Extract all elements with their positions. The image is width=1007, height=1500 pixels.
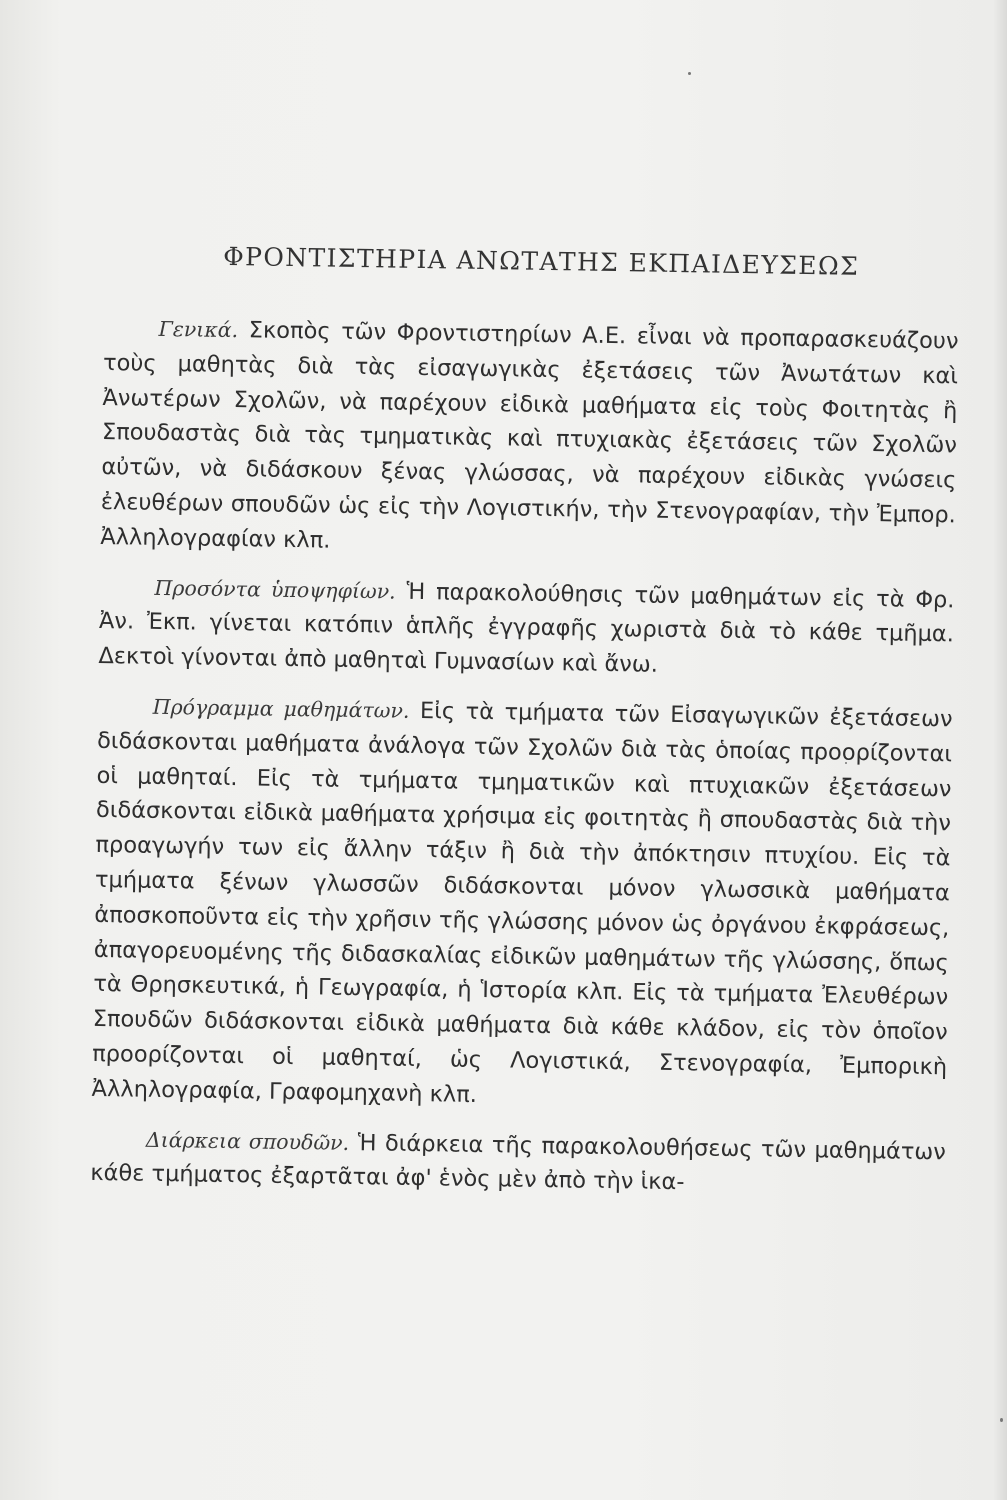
section-text: Σκοπὸς τῶν Φροντιστηρίων Α.Ε. εἶναι νὰ προπαρασκευάζουν τοὺς μαθητὰς διὰ τὰς εἰσαγωγικὰς ἐξετάσεις τῶν Ἀνωτάτων καὶ Ἀνωτέρων Σχολῶν, νὰ παρέχουν εἰδικὰ μαθήματα εἰς τοὺς Φοιτητὰς ἢ Σπουδαστὰς διὰ τὰς τμηματικὰς καὶ πτυχιακὰς ἐξετάσεις τῶν Σχολῶν αὐτῶν, νὰ διδάσκουν ξένας γλώσσας, νὰ παρέχουν εἰδικὰς γνώσεις ἐλευθέρων σπουδῶν ὡς εἰς τὴν Λογιστικήν, τὴν Στενογραφίαν, τὴν Ἐμπορ. Ἀλληλογραφίαν κλπ. [100,317,959,554]
section-qualifications [98,570,955,688]
document-body [90,240,960,1219]
page-edge-shadow [993,0,1007,1500]
speck [688,72,691,75]
section-lead: Πρόγραμμα μαθημάτων. [152,694,410,723]
section-text: Εἰς τὰ τμήματα τῶν Εἰσαγωγικῶν ἐξετάσεων διδάσκονται μαθήματα ἀνάλογα τῶν Σχολῶν διὰ τὰς ὁποίας προορίζονται οἱ μαθηταί. Εἰς τὰ τμήματα τμηματικῶν καὶ πτυχιακῶν ἐξετάσεων διδάσκονται εἰδικὰ μαθήματα χρήσιμα εἰς φοιτητὰς ἢ σπουδαστὰς διὰ τὴν προαγωγήν των εἰς ἄλλην τάξιν ἢ διὰ τὴν ἀπόκτησιν πτυχίου. Εἰς τὰ τμήματα ξένων γλωσσῶν διδάσκονται μόνον γλωσσικὰ μαθήματα ἀποσκοποῦντα εἰς τὴν χρῆσιν τῆς γλώσσης μόνον ὡς ὀργάνου ἐκφράσεως, ἀπαγορευομένης τῆς διδασκαλίας εἰδικῶν μαθημάτων τῆς γλώσσης, ὅπως τὰ Θρησκευτικά, ἡ Γεωγραφία, ἡ Ἱστορία κλπ. Εἰς τὰ τμήματα Ἐλευθέρων Σπουδῶν διδάσκονται εἰδικὰ μαθήματα διὰ κάθε κλάδον, εἰς τὸν ὁποῖον προορίζονται οἱ μαθηταί, ὡς Λογιστικά, Στενογραφία, Ἐμπορικὴ Ἀλληλογραφία, Γραφομηχανὴ κλπ. [91,697,953,1108]
section-lead: Προσόντα ὑποψηφίων. [154,575,396,604]
speck [1000,1418,1003,1422]
section-curriculum [91,689,952,1120]
section-lead: Διάρκεια σπουδῶν. [145,1127,350,1155]
section-lead: Γενικά. [158,316,239,343]
section-text: Ἡ διάρκεια τῆς παρακολουθήσεως τῶν μαθημάτων κάθε τμήματος ἐξαρτᾶται ἀφ' ἑνὸς μὲν ἀπὸ τὴν ἱκα- [90,1129,947,1196]
section-duration [90,1121,946,1204]
page-heading: ΦΡΟΝΤΙΣΤΗΡΙΑ ΑΝΩΤΑΤΗΣ ΕΚΠΑΙΔΕΥΣΕΩΣ [223,241,860,281]
section-general [100,311,959,568]
section-text: Ἡ παρακολούθησις τῶν μαθημάτων εἰς τὰ Φρ. Ἀν. Ἐκπ. γίνεται κατόπιν ἁπλῆς ἐγγραφῆς χωριστὰ διὰ τὸ κάθε τμῆμα. Δεκτοὶ γίνονται ἀπὸ μαθηταὶ Γυμνασίων καὶ ἄνω. [98,578,955,678]
